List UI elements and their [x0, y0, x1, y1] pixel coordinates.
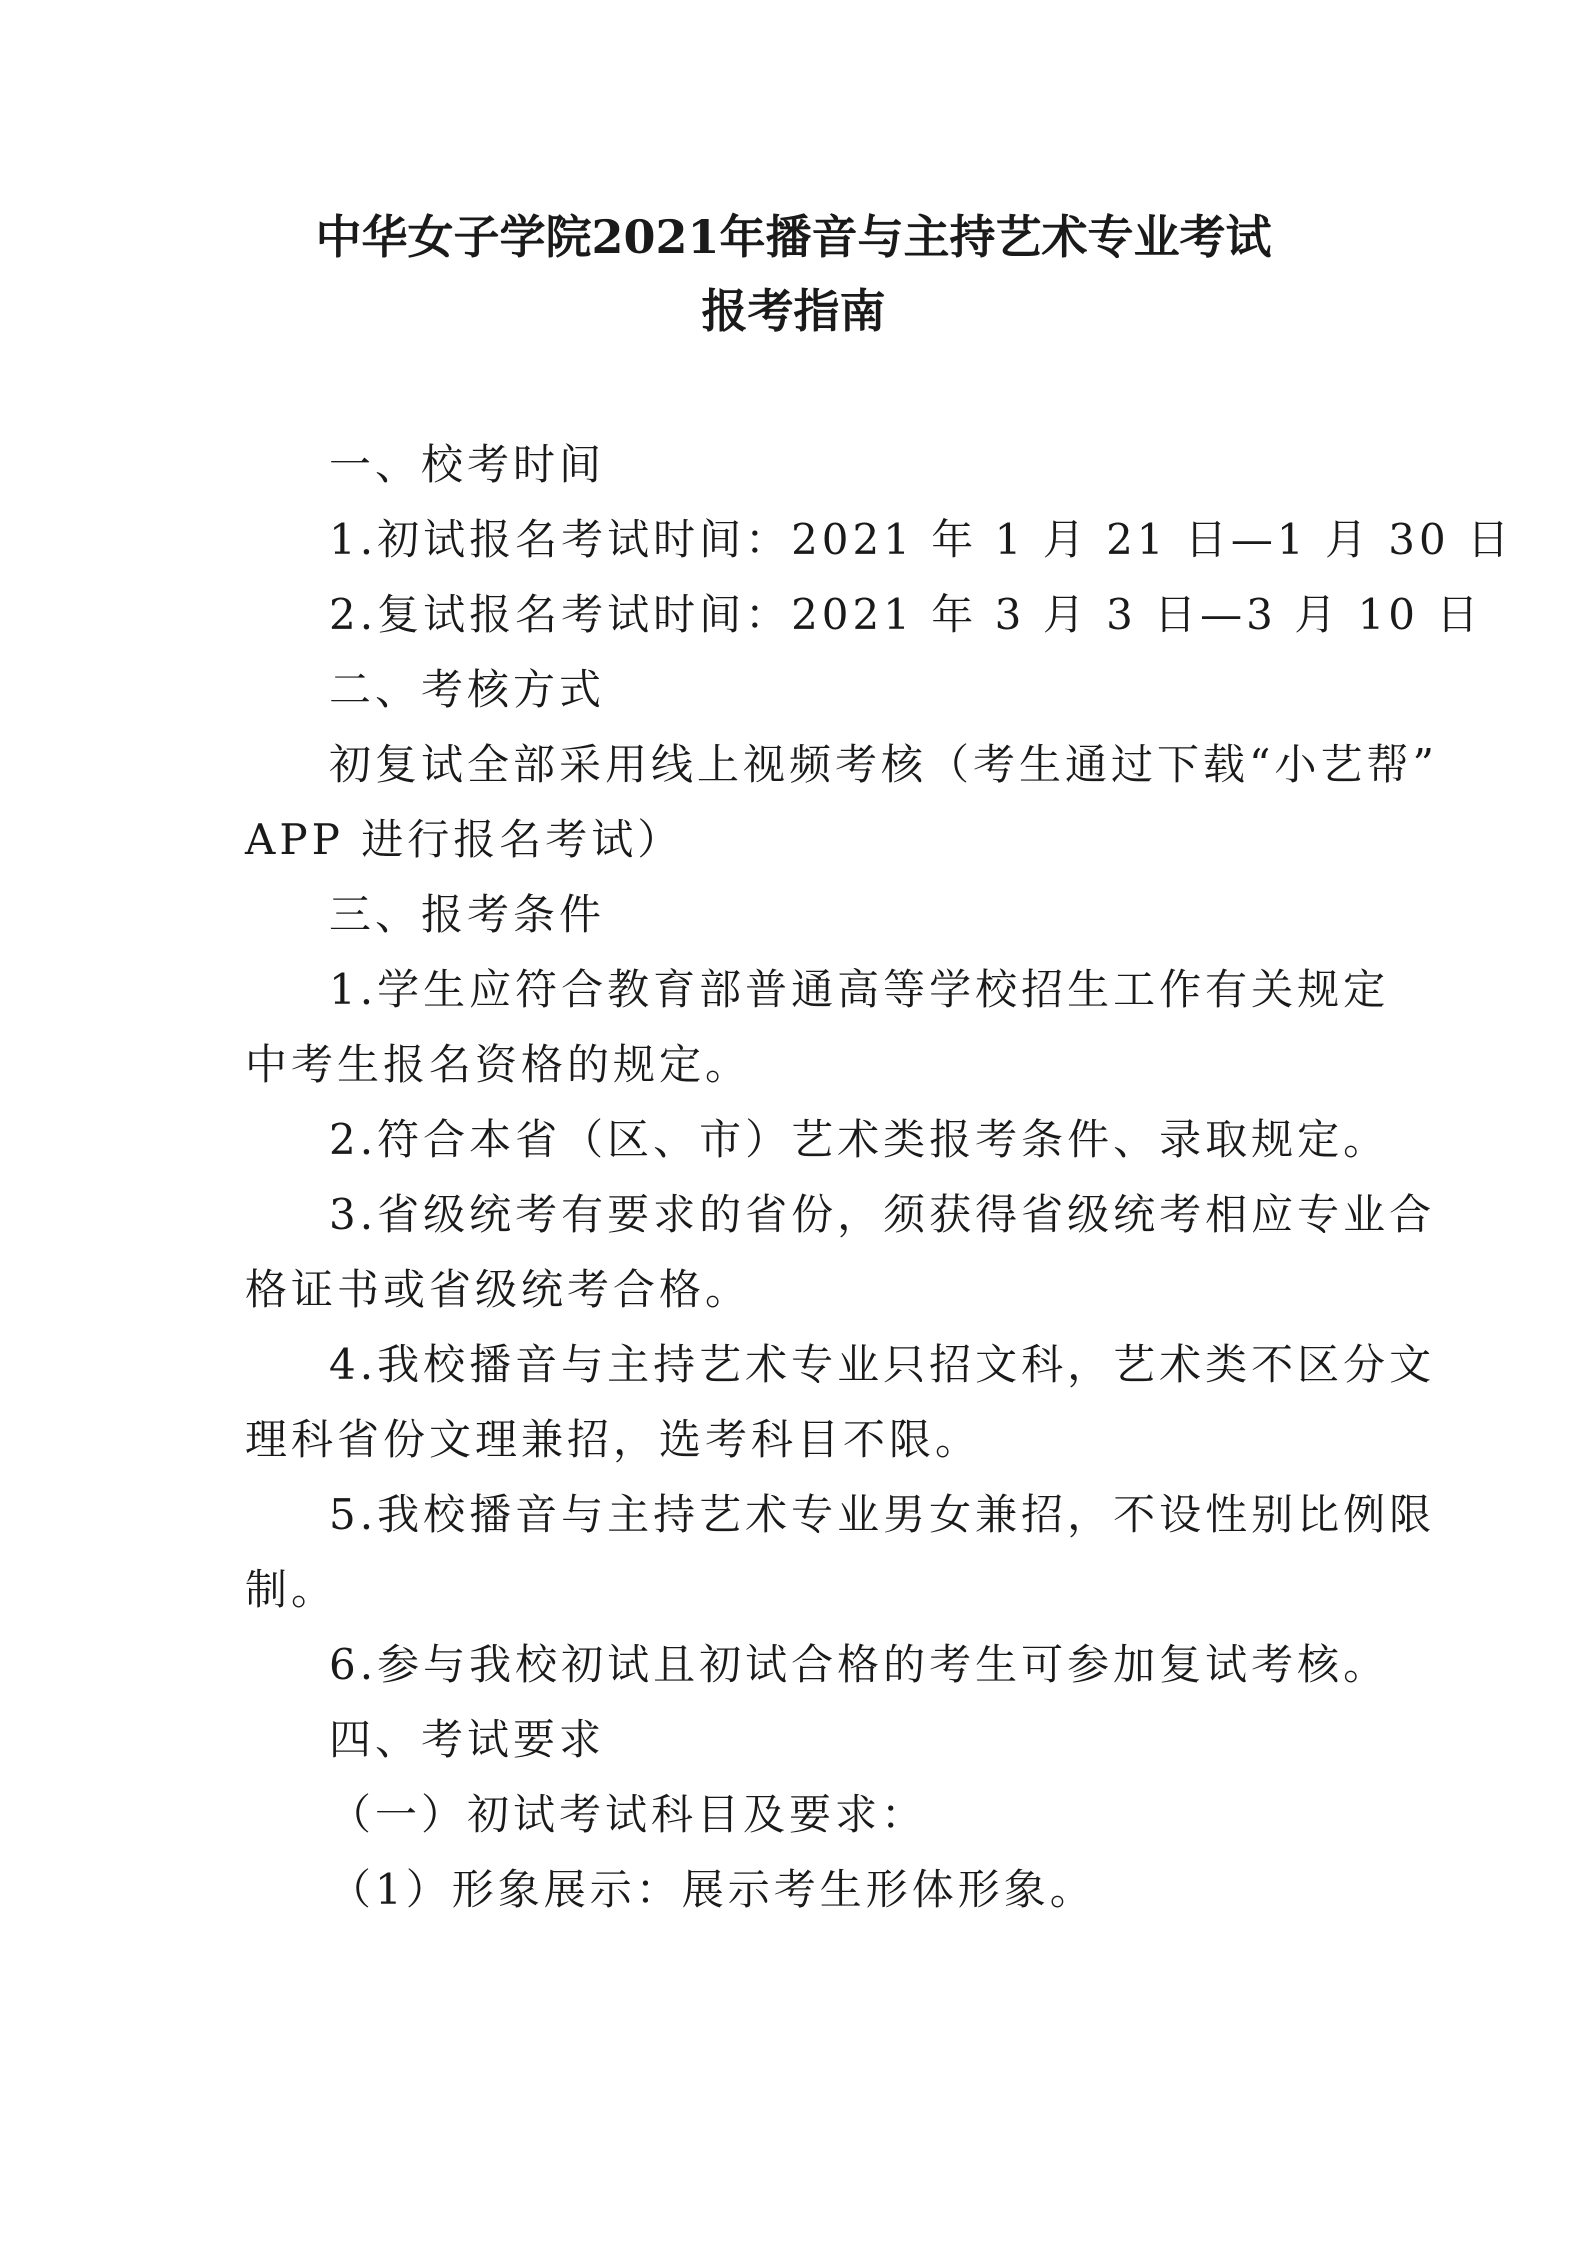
paragraph-line: 中考生报名资格的规定。 — [245, 1040, 752, 1089]
paragraph-line: 3.省级统考有要求的省份，须获得省级统考相应专业合 — [329, 1190, 1436, 1239]
paragraph-line: 1.学生应符合教育部普通高等学校招生工作有关规定 — [329, 965, 1390, 1014]
paragraph-line: 理科省份文理兼招，选考科目不限。 — [245, 1415, 982, 1464]
paragraph-line: 6.参与我校初试且初试合格的考生可参加复试考核。 — [329, 1640, 1390, 1689]
section-heading-assessment-method: 二、考核方式 — [329, 665, 606, 714]
paragraph-line: （1）形象展示：展示考生形体形象。 — [329, 1865, 1096, 1914]
paragraph-line: 1.初试报名考试时间：2021 年 1 月 21 日—1 月 30 日 — [329, 515, 1514, 564]
paragraph-line: 初复试全部采用线上视频考核（考生通过下载“小艺帮” — [329, 740, 1438, 789]
paragraph-line: 4.我校播音与主持艺术专业只招文科，艺术类不区分文 — [329, 1340, 1436, 1389]
section-heading-exam-requirements: 四、考试要求 — [329, 1715, 606, 1764]
paragraph-line: 5.我校播音与主持艺术专业男女兼招，不设性别比例限 — [329, 1490, 1436, 1539]
paragraph-line: 2.复试报名考试时间：2021 年 3 月 3 日—3 月 10 日 — [329, 590, 1483, 639]
paragraph-line: 格证书或省级统考合格。 — [245, 1265, 752, 1314]
document-title-line-1: 中华女子学院2021年播音与主持艺术专业考试 — [315, 210, 1272, 264]
paragraph-line: 2.符合本省（区、市）艺术类报考条件、录取规定。 — [329, 1115, 1390, 1164]
section-heading-eligibility: 三、报考条件 — [329, 890, 606, 939]
paragraph-line: 制。 — [245, 1565, 338, 1614]
section-heading-exam-time: 一、校考时间 — [329, 440, 606, 489]
subsection-heading-preliminary: （一）初试考试科目及要求： — [329, 1790, 928, 1839]
document-title-line-2: 报考指南 — [701, 284, 886, 338]
paragraph-line: APP 进行报名考试） — [245, 815, 684, 864]
